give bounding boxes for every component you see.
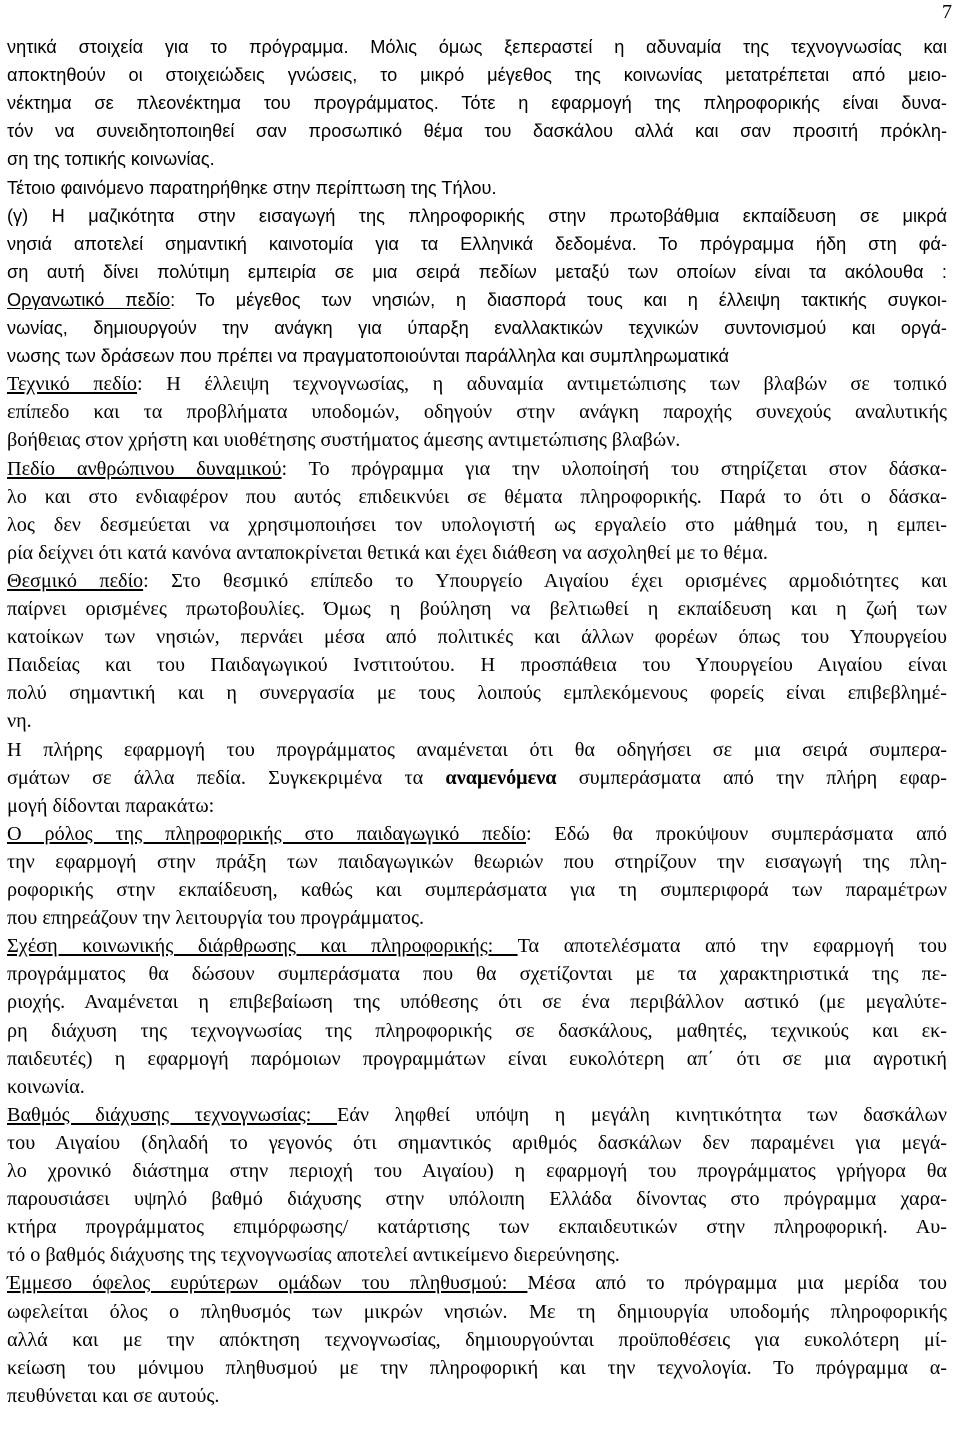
text-line (7, 203, 947, 229)
text-line (7, 231, 947, 257)
text-line (7, 146, 947, 172)
text-line (7, 1158, 947, 1184)
text-span: την εφαρμογή στην πράξη των παιδαγωγικών θεωριών που στηρίζουν την εισαγωγή της πλη- (7, 850, 947, 873)
underlined-heading: Σχέση κοινωνικής διάρθρωσης και πληροφορικής: (7, 935, 518, 958)
text-span: κατοίκων των νησιών, περνάει μέσα από πολιτικές και άλλων φορέων όπως του Υπουργείου (7, 626, 947, 649)
text-line (7, 652, 947, 678)
text-span: επίπεδο και τα προβλήματα υποδομών, οδηγούν στην ανάγκη παροχής συνεχούς αναλυτικής (7, 401, 947, 424)
text-span: : Στο θεσμικό επίπεδο το Υπουργείο Αιγαίου έχει ορισμένες αρμοδιότητες και (143, 569, 947, 592)
text-line (7, 905, 947, 931)
text-line (7, 1327, 947, 1353)
underlined-heading: Ο ρόλος της πληροφορικής στο παιδαγωγικό πεδίο (7, 822, 526, 845)
text-span: παίρνει ορισμένες πρωτοβουλίες. Όμως η βούληση να βελτιωθεί η εκπαίδευση και η ζωή των (7, 598, 947, 620)
text-line (7, 1018, 947, 1044)
text-line (7, 343, 947, 369)
text-span: : Εδώ θα προκύψουν συμπεράσματα από (525, 822, 947, 845)
text-span: ρη διάχυση της τεχνογνωσίας της πληροφορικής σε δασκάλους, μαθητές, τεχνικούς και εκ- (7, 1019, 947, 1042)
text-line (7, 1242, 947, 1268)
text-line (7, 1383, 947, 1409)
underlined-heading: Έμμεσο όφελος ευρύτερων ομάδων του πληθυσμού: (7, 1272, 528, 1295)
text-span: ροφορικής στην εκπαίδευση, καθώς και συμπεράσματα για τη συμπεριφορά των παραμέτρων (7, 879, 947, 901)
text-line (7, 512, 947, 538)
text-span: λο και στο ενδιαφέρον που αυτός επιδεικνύει σε θέματα πληροφορικής. Παρά το ότι ο δάσκα- (7, 485, 947, 508)
text-span: αποκτηθούν οι στοιχειώδεις γνώσεις, το μικρό μέγεθος της κοινωνίας μετατρέπεται από μειο- (7, 65, 947, 86)
underlined-heading: Τεχνικό πεδίο (7, 373, 138, 396)
text-span: : Το πρόγραμμα για την υλοποίησή του στηρίζεται στον δάσκα- (281, 457, 947, 480)
text-span: νη. (7, 710, 32, 733)
text-line (7, 175, 947, 201)
text-span: ωφελείται όλος ο πληθυσμός των μικρών νησιών. Με τη δημιουργία υποδομής πληροφορικής (7, 1300, 947, 1323)
underlined-heading: Βαθμός διάχυσης τεχνογνωσίας: (7, 1103, 337, 1126)
text-span: τόν να συνειδητοποιηθεί σαν προσωπικό θέμα του δασκάλου αλλά και σαν προσιτή πρόκλη- (7, 121, 947, 142)
text-span: που επηρεάζουν την λειτουργία του προγράμματος. (7, 907, 424, 930)
text-span: παιδευτές) η εφαρμογή παρόμοιων προγραμμάτων είναι ευκολότερη απ΄ ότι σε μια αγροτική (7, 1047, 947, 1070)
text-line (7, 287, 947, 313)
text-span: σμάτων σε άλλα πεδία. Συγκεκριμένα τα (7, 766, 446, 789)
text-line (7, 1102, 947, 1128)
text-span: νέκτημα σε πλεονέκτημα του προγράμματος. Τότε η εφαρμογή της πληροφορικής είναι δυνα- (7, 93, 947, 114)
text-line (7, 624, 947, 650)
text-span: του Αιγαίου (δηλαδή το γεγονός ότι σημαντικός αριθμός δασκάλων δεν παραμένει για μεγά- (7, 1131, 947, 1154)
text-line (7, 62, 947, 88)
text-line (7, 259, 947, 285)
text-span: νητικά στοιχεία για το πρόγραμμα. Μόλις όμως ξεπεραστεί η αδυναμία της τεχνογνωσίας και (7, 37, 947, 57)
text-span: Εάν ληφθεί υπόψη η μεγάλη κινητικότητα των δασκάλων (336, 1103, 948, 1126)
text-line (7, 484, 947, 510)
text-line (7, 765, 947, 791)
text-span: νησιά αποτελεί σημαντική καινοτομία για τα Ελληνικά δεδομένα. Το πρόγραμμα ήδη στη φά- (7, 233, 947, 254)
text-line (7, 568, 947, 594)
text-span: ση της τοπικής κοινωνίας. (7, 149, 215, 170)
text-span: (γ) Η μαζικότητα στην εισαγωγή της πληροφορικής στην πρωτοβάθμια εκπαίδευση σε μικρά (7, 205, 947, 226)
text-span: : Το μέγεθος των νησιών, η διασπορά τους και η έλλειψη τακτικής συγκοι- (170, 289, 948, 310)
text-line (7, 989, 947, 1015)
text-line (7, 1270, 947, 1296)
text-span: κτήρα προγράμματος επιμόρφωσης/ κατάρτισης των εκπαιδευτικών στην πληροφορική. Αυ- (7, 1216, 947, 1239)
text-span: τό ο βαθμός διάχυσης της τεχνογνωσίας αποτελεί αντικείμενο διερεύνησης. (7, 1244, 620, 1267)
text-span: ρία δείχνει ότι κατά κανόνα ανταποκρίνεται θετικά και έχει διάθεση να ασχοληθεί με το θέμα. (7, 541, 768, 564)
text-span: βοήθειας στον χρήστη και υιοθέτησης συστήματος άμεσης αντιμετώπισης βλαβών. (7, 429, 681, 452)
page-number: 7 (942, 1, 952, 23)
text-span: πευθύνεται και σε αυτούς. (7, 1384, 220, 1407)
text-span: παρουσιάσει υψηλό βαθμό διάχυσης στην υπόλοιπη Ελλάδα δίνοντας στο πρόγραμμα χαρα- (7, 1188, 947, 1211)
text-line (7, 315, 947, 341)
text-line (7, 1299, 947, 1325)
text-line (7, 1355, 947, 1381)
text-span: προγράμματος θα δώσουν συμπεράσματα που θα σχετίζονται με τα χαρακτηριστικά της πε- (7, 963, 947, 986)
text-line (7, 1046, 947, 1072)
text-span: κοινωνία. (7, 1075, 85, 1098)
text-span: ση αυτή δίνει πολύτιμη εμπειρία σε μια σειρά πεδίων μεταξύ των οποίων είναι τα ακόλουθα : (7, 261, 947, 282)
text-span: Η πλήρης εφαρμογή του προγράμματος αναμένεται ότι θα οδηγήσει σε μια σειρά συμπερα- (7, 738, 947, 761)
text-span: νωνίας, δημιουργούν την ανάγκη για ύπαρξη εναλλακτικών τεχνικών συντονισμού και οργά- (7, 318, 947, 338)
text-line (7, 737, 947, 763)
text-line (7, 961, 947, 987)
text-line (7, 1214, 947, 1240)
text-line (7, 371, 947, 397)
text-line (7, 456, 947, 482)
text-line (7, 90, 947, 116)
text-span: : Η έλλειψη τεχνογνωσίας, η αδυναμία αντιμετώπισης των βλαβών σε τοπικό (137, 373, 947, 396)
text-span: νωσης των δράσεων που πρέπει να πραγματοποιούνται παράλληλα και συμπληρωματικά (7, 346, 730, 367)
text-line (7, 1186, 947, 1212)
text-span: Τα αποτελέσματα από την εφαρμογή του (517, 935, 947, 958)
text-span: κείωση του μόνιμου πληθυσμού με την πληροφορική και την τεχνολογία. Το πρόγραμμα α- (7, 1356, 947, 1379)
text-span: Παιδείας και του Παιδαγωγικού Ινστιτούτου. Η προσπάθεια του Υπουργείου Αιγαίου είναι (7, 654, 947, 677)
text-line (7, 1074, 947, 1100)
text-line (7, 821, 947, 847)
text-line (7, 793, 947, 819)
text-line (7, 680, 947, 706)
text-span: Τέτοιο φαινόμενο παρατηρήθηκε στην περίπτωση της Τήλου. (7, 177, 497, 198)
underlined-heading: Οργανωτικό πεδίο (7, 289, 171, 310)
text-line (7, 34, 947, 60)
text-line (7, 708, 947, 734)
text-line (7, 849, 947, 875)
text-line (7, 427, 947, 453)
text-line (7, 877, 947, 903)
bold-term: αναμενόμενα (445, 766, 557, 789)
text-span: λο χρονικό διάστημα στην περιοχή του Αιγαίου) η εφαρμογή του προγράμματος γρήγορα θα (7, 1160, 947, 1182)
text-line (7, 399, 947, 425)
text-span: Μέσα από το πρόγραμμα μια μερίδα του (527, 1272, 947, 1295)
text-span: μογή δίδονται παρακάτω: (7, 794, 215, 817)
text-span: λος δεν δεσμεύεται να χρησιμοποιήσει τον υπολογιστή ως εργαλείο στο μάθημά του, η εμπει- (7, 513, 947, 536)
text-span: ριοχής. Αναμένεται η επιβεβαίωση της υπόθεσης ότι σε ένα περιβάλλον αστικό (με μεγαλύτε- (7, 991, 947, 1014)
text-line (7, 540, 947, 566)
text-line (7, 1130, 947, 1156)
text-line (7, 596, 947, 622)
underlined-heading: Πεδίο ανθρώπινου δυναμικού (7, 457, 282, 480)
underlined-heading: Θεσμικό πεδίο (7, 569, 144, 592)
text-span: πολύ σημαντική και η συνεργασία με τους λοιπούς εμπλεκόμενους φορείς είναι επιβεβλημέ- (7, 682, 947, 705)
text-line (7, 118, 947, 144)
text-span: αλλά και με την απόκτηση τεχνογνωσίας, δημιουργούνται προϋποθέσεις για ευκολότερη μί- (7, 1328, 947, 1351)
text-line (7, 933, 947, 959)
text-span: συμπεράσματα από την πλήρη εφαρ- (556, 766, 947, 789)
